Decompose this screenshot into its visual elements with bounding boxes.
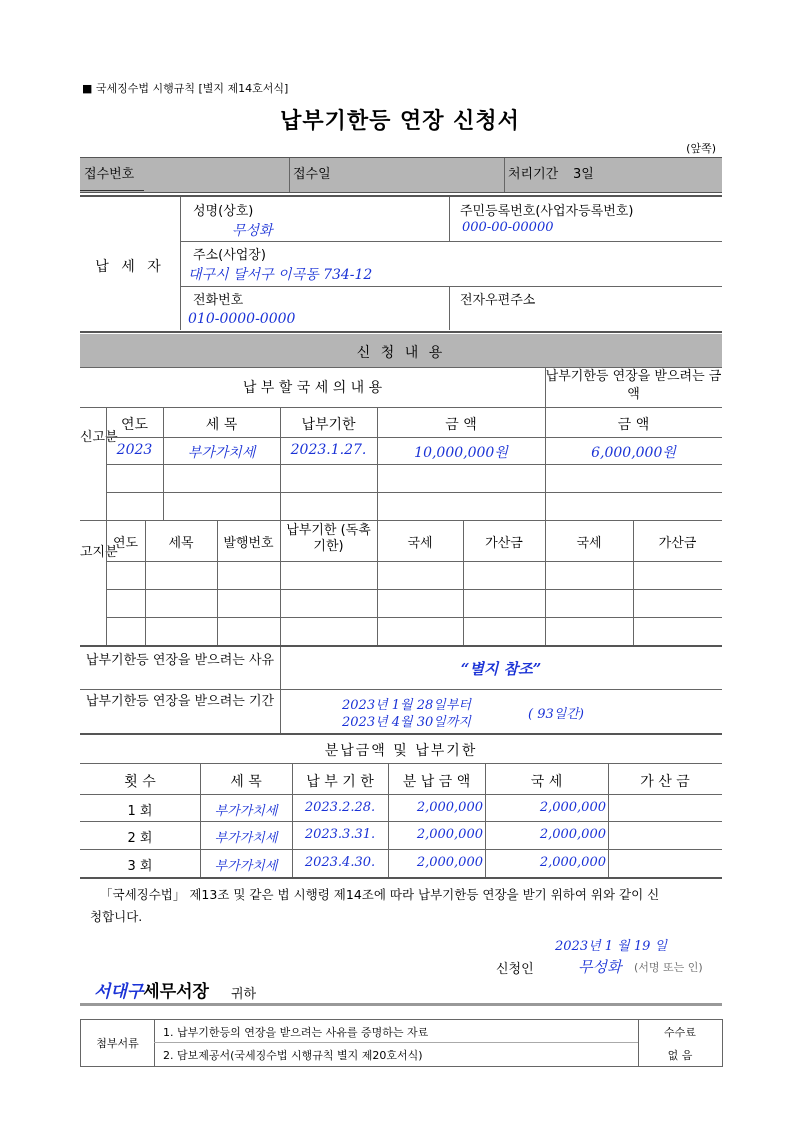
page-title: 납부기한등 연장 신청서 (280, 109, 520, 134)
report-label: 신고분 (80, 430, 118, 445)
report-header-year: 연도 (120, 417, 149, 433)
notice-header-year: 연도 (112, 536, 139, 551)
report-header-tax: 세 목 (205, 417, 238, 433)
amount-header: 납부기한등 연장을 받으려는 금액 (545, 369, 722, 402)
addressee-underline (80, 1003, 722, 1006)
email-label: 전자우편주소 (460, 293, 536, 308)
tax-office-name: 서대구 (94, 982, 144, 1002)
inst-row-amount: 2,000,000 (416, 800, 483, 815)
applicant-label: 신청인 (496, 962, 534, 977)
inst-row-round: 3 회 (127, 859, 153, 874)
page-side-note: (앞쪽) (686, 142, 716, 155)
application-date: 2023년 1 월 19 일 (555, 939, 668, 954)
notice-header-issue-no: 발행번호 (223, 536, 274, 551)
inst-row-tax: 부가가치세 (214, 804, 278, 819)
report-header-ext-amount: 금 액 (617, 417, 650, 433)
attachments-table (80, 1019, 723, 1067)
address-label: 주소(사업장) (193, 248, 266, 263)
name-label: 성명(상호) (193, 204, 254, 219)
taxpayer-label: 납 세 자 (95, 259, 165, 275)
reason-label: 납부기한등 연장을 받으려는 사유 (85, 653, 275, 668)
inst-header-due: 납 부 기 한 (306, 774, 374, 790)
notice-header-due: 납부기한 (독촉기한) (286, 523, 371, 554)
period-label: 납부기한등 연장을 받으려는 기간 (85, 694, 275, 709)
reason-value: “별지 참조” (460, 660, 542, 678)
installment-section-label: 분납금액 및 납부기한 (324, 743, 478, 759)
attachments-label: 첨부서류 (96, 1037, 139, 1050)
notice-header-tax: 세목 (168, 536, 194, 551)
report-header-amount: 금 액 (445, 417, 477, 433)
declaration-line-2: 청합니다. (90, 909, 143, 924)
inst-row-tax: 부가가치세 (214, 859, 278, 874)
inst-header-penalty: 가 산 금 (640, 774, 690, 790)
phone-value: 010-0000-0000 (188, 311, 296, 327)
inst-row-national-tax: 2,000,000 (539, 827, 606, 842)
report-year: 2023 (116, 442, 153, 458)
tax-content-label: 납 부 할 국 세 의 내 용 (242, 380, 383, 396)
processing-period-label: 처리기간 (508, 167, 559, 182)
notice-header-penalty: 가산금 (485, 536, 523, 551)
inst-row-due: 2023.2.28. (304, 800, 376, 815)
declaration-line-1: 「국세징수법」 제13조 및 같은 법 시행령 제14조에 따라 납부기한등 연장을 받기 위하여 위와 같이 신 (100, 887, 660, 902)
sign-hint: (서명 또는 인) (634, 961, 703, 974)
tax-office-suffix: 세무서장 (143, 982, 209, 1002)
name-value: 무성화 (232, 223, 273, 239)
period-to: 2023년 4월 30일까지 (342, 715, 471, 730)
inst-row-amount: 2,000,000 (416, 827, 483, 842)
notice-header-national-tax: 국세 (407, 536, 433, 551)
inst-row-round: 2 회 (127, 831, 153, 846)
attachment-item-2: 2. 담보제공서(국세징수법 시행규칙 별지 제20호서식) (163, 1049, 423, 1062)
receipt-date-label: 접수일 (293, 167, 331, 182)
applicant-value: 무성화 (578, 958, 622, 976)
report-ext-amount: 6,000,000원 (591, 445, 676, 461)
address-value: 대구시 달서구 이곡동 734-12 (188, 267, 373, 283)
inst-header-tax: 세 목 (230, 774, 262, 790)
fee-label: 수수료 (664, 1026, 696, 1039)
processing-period-value: 3일 (573, 167, 594, 182)
receipt-bar (80, 157, 722, 193)
form-code: ■ 국세징수법 시행규칙 [별지 제14호서식] (82, 82, 289, 95)
inst-header-round: 횟 수 (124, 774, 156, 790)
notice-header-ext-penalty: 가산금 (658, 536, 697, 551)
honorific: 귀하 (231, 987, 257, 1002)
period-from: 2023년 1월 28일부터 (342, 698, 471, 713)
attachment-item-1: 1. 납부기한등의 연장을 받으려는 사유를 증명하는 자료 (163, 1026, 429, 1039)
inst-header-national-tax: 국 세 (530, 774, 563, 790)
phone-label: 전화번호 (193, 293, 244, 308)
id-label: 주민등록번호(사업자등록번호) (460, 204, 634, 219)
id-value: 000-00-00000 (462, 220, 554, 235)
inst-row-due: 2023.4.30. (304, 855, 376, 870)
receipt-number-label: 접수번호 (84, 167, 135, 182)
request-section-header (80, 334, 722, 367)
inst-row-national-tax: 2,000,000 (539, 800, 606, 815)
notice-label: 고지분 (80, 545, 118, 560)
report-due-date: 2023.1.27. (290, 442, 367, 458)
inst-row-national-tax: 2,000,000 (539, 855, 606, 870)
request-section-label: 신 청 내 용 (356, 345, 446, 361)
period-days: ( 93일간) (528, 707, 584, 722)
tax-office-addressee (94, 977, 209, 1002)
inst-row-tax: 부가가치세 (214, 831, 278, 846)
report-amount: 10,000,000원 (414, 445, 508, 461)
notice-header-ext-national-tax: 국세 (576, 536, 602, 551)
inst-row-round: 1 회 (127, 804, 153, 819)
report-tax-type: 부가가치세 (187, 445, 256, 461)
report-header-due: 납부기한 (301, 417, 356, 433)
fee-value: 없 음 (667, 1049, 693, 1062)
inst-header-amount: 분 납 금 액 (402, 774, 471, 790)
inst-row-amount: 2,000,000 (416, 855, 483, 870)
inst-row-due: 2023.3.31. (304, 827, 376, 842)
